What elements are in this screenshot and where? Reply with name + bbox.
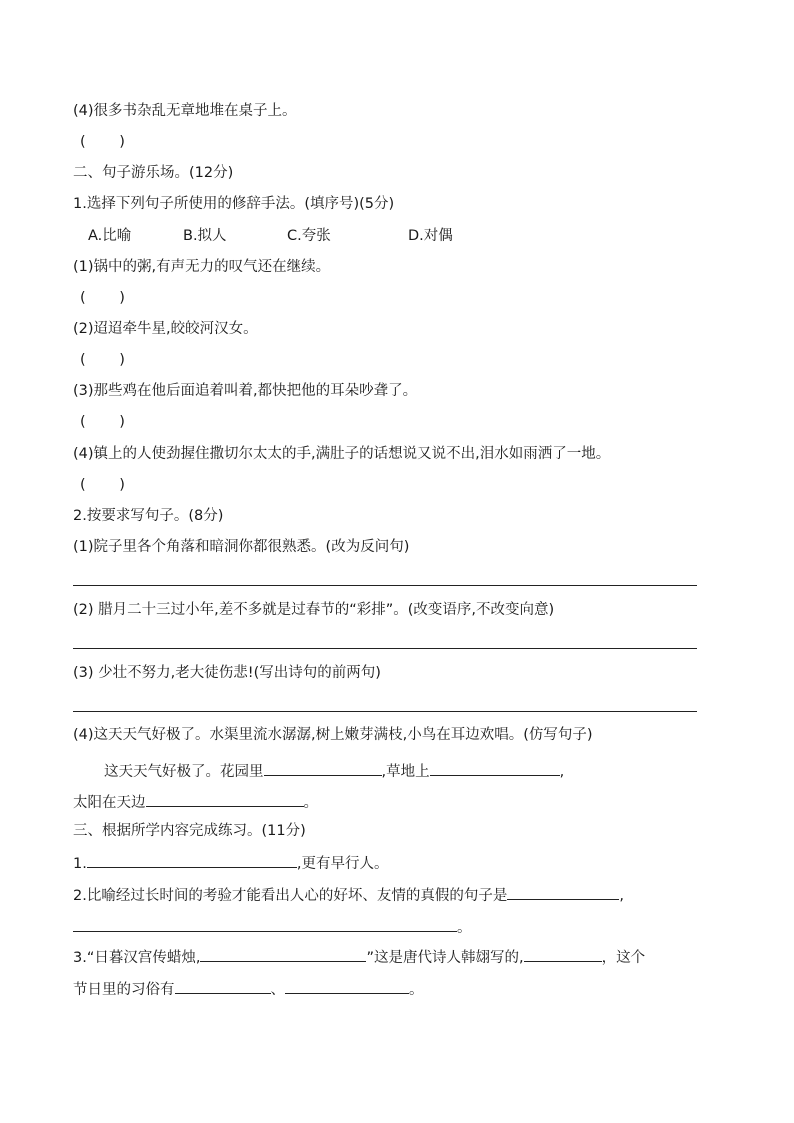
blank[interactable]	[264, 760, 382, 776]
blank[interactable]	[87, 852, 297, 868]
item-3-1	[73, 852, 388, 874]
item-2-2-3: (3) 少壮不努力,老大徒伤悲!(写出诗句的前两句)	[73, 665, 381, 681]
answer-line[interactable]	[73, 585, 697, 586]
imitation-line-1	[104, 760, 564, 782]
item-2-1-2: (2)迢迢牵牛星,皎皎河汉女。	[73, 321, 258, 337]
item-text: 。	[409, 982, 424, 998]
answer-paren[interactable]: ( )	[80, 134, 125, 150]
imitation-text: 。	[303, 795, 318, 811]
imitation-line-2	[73, 791, 318, 813]
section-title-3: 三、根据所学内容完成练习。(11分)	[73, 823, 306, 839]
blank[interactable]	[524, 946, 602, 962]
prompt-2-2: 2.按要求写句子。(8分)	[73, 508, 224, 524]
item-2-2-1: (1)院子里各个角落和暗洞你都很熟悉。(改为反问句)	[73, 539, 410, 555]
answer-paren[interactable]: ( )	[80, 290, 125, 306]
item-3-2-cont	[73, 916, 472, 938]
item-text: ，这个	[601, 950, 646, 966]
item-2-2-2: (2) 腊月二十三过小年,差不多就是过春节的“彩排”。(改变语序,不改变向意)	[73, 602, 555, 618]
item-3-2	[73, 884, 624, 906]
section-title-2: 二、句子游乐场。(12分)	[73, 165, 234, 181]
option-d: D.对偶	[408, 228, 453, 244]
answer-paren[interactable]: ( )	[80, 352, 125, 368]
imitation-text: 太阳在天边	[73, 795, 146, 811]
item-2-1-1: (1)锅中的粥,有声无力的叹气还在继续。	[73, 259, 331, 275]
item-sec1-q4: (4)很多书杂乱无章地堆在桌子上。	[73, 103, 297, 119]
item-number: 1.	[73, 856, 87, 872]
imitation-text: 这天天气好极了。花园里	[104, 764, 264, 780]
item-2-2-4: (4)这天天气好极了。水渠里流水潺潺,树上嫩芽满枝,小鸟在耳边欢唱。(仿写句子)	[73, 727, 593, 743]
item-text: 。	[457, 920, 472, 936]
option-b: B.拟人	[183, 228, 227, 244]
item-3-3	[73, 946, 645, 968]
item-text: 3.“日暮汉宫传蜡烛,	[73, 950, 201, 966]
item-text: ”这是唐代诗人韩翃写的,	[366, 950, 524, 966]
option-c: C.夸张	[287, 228, 331, 244]
blank[interactable]	[146, 791, 304, 807]
blank[interactable]	[507, 884, 619, 900]
item-text: ,更有早行人。	[296, 856, 389, 872]
blank[interactable]	[430, 760, 560, 776]
imitation-text: ,草地上	[381, 764, 430, 780]
blank[interactable]	[200, 946, 366, 962]
item-3-3-cont	[73, 978, 424, 1000]
item-text: 、	[270, 982, 285, 998]
item-text: 节日里的习俗有	[73, 982, 175, 998]
answer-paren[interactable]: ( )	[80, 414, 125, 430]
item-2-1-4: (4)镇上的人使劲握住撒切尔太太的手,满肚子的话想说又说不出,泪水如雨洒了一地。	[73, 446, 611, 462]
item-text: ,	[619, 888, 624, 904]
item-2-1-3: (3)那些鸡在他后面追着叫着,都快把他的耳朵吵聋了。	[73, 383, 418, 399]
imitation-text: ,	[559, 764, 565, 780]
answer-line[interactable]	[73, 648, 697, 649]
prompt-2-1: 1.选择下列句子所使用的修辞手法。(填序号)(5分)	[73, 196, 395, 212]
option-a: A.比喻	[88, 228, 132, 244]
blank[interactable]	[285, 978, 409, 994]
item-text: 2.比喻经过长时间的考验才能看出人心的好坏、友情的真假的句子是	[73, 888, 508, 904]
blank[interactable]	[175, 978, 271, 994]
answer-line[interactable]	[73, 711, 697, 712]
blank[interactable]	[73, 916, 457, 932]
answer-paren[interactable]: ( )	[80, 477, 125, 493]
